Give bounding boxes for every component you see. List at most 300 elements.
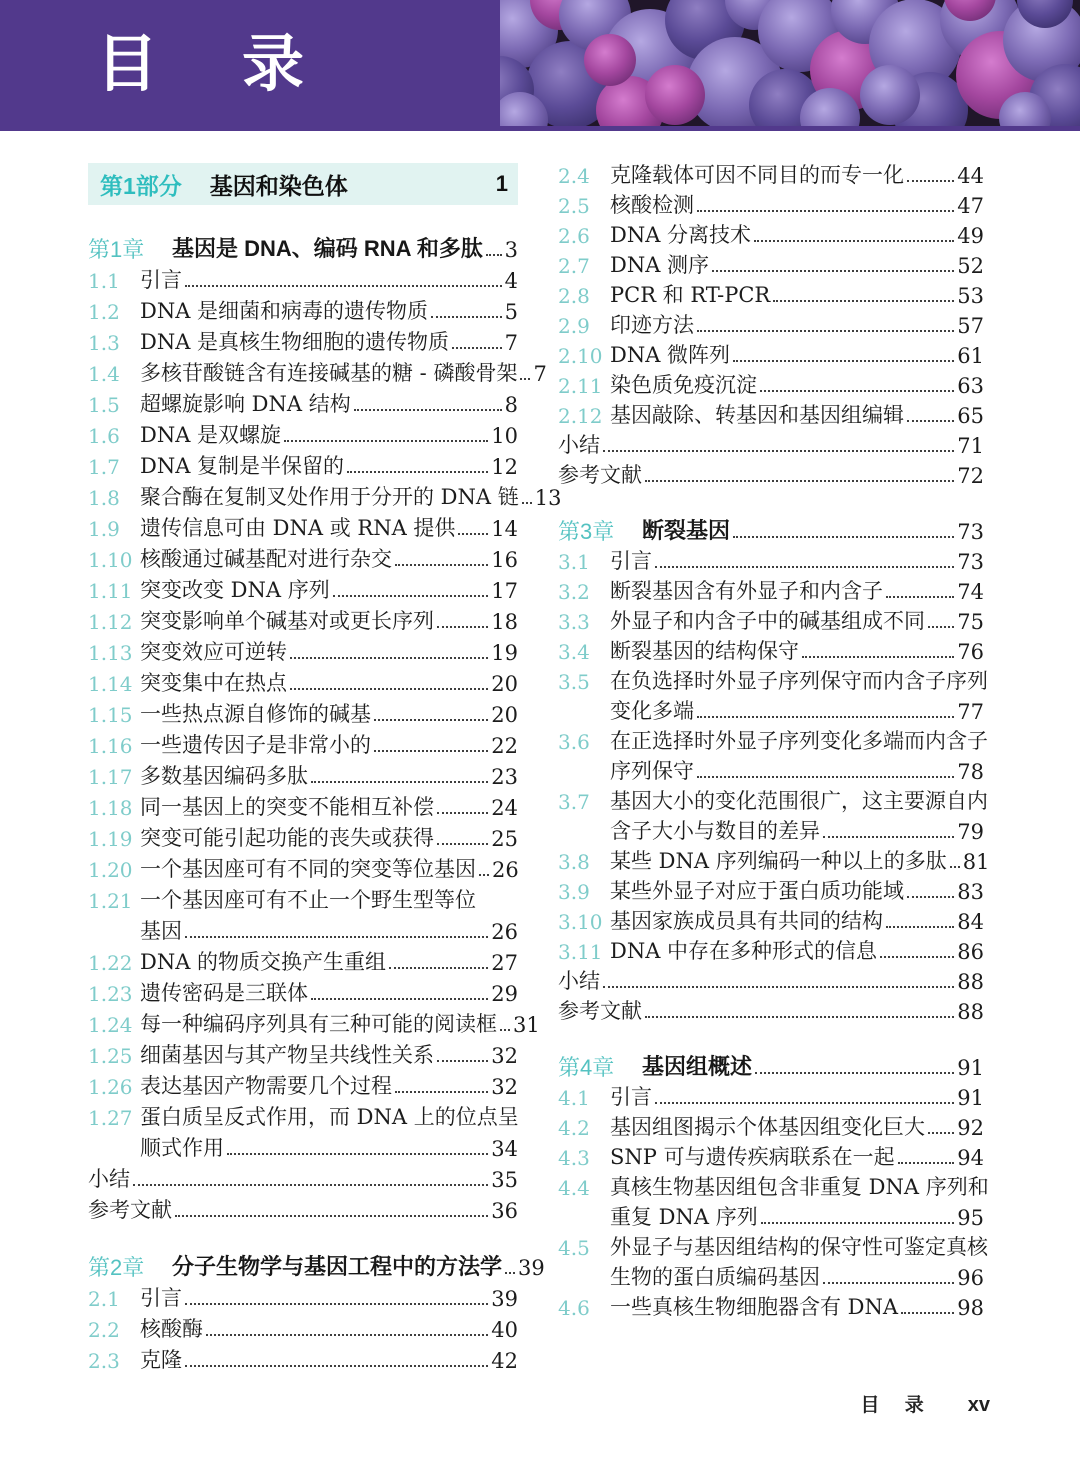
- part-header: [88, 163, 518, 205]
- dotted-leader: [333, 595, 489, 597]
- dotted-leader: [898, 1162, 955, 1164]
- entry-title: 变化多端: [610, 698, 694, 723]
- part-label: 第1部分: [100, 172, 182, 199]
- dotted-leader: [185, 1303, 488, 1305]
- dotted-leader: [823, 836, 954, 838]
- entry-page-number: 39: [491, 1286, 518, 1311]
- entry-title: 突变集中在热点: [140, 670, 287, 695]
- part-page-number: 1: [495, 171, 508, 196]
- entry-page-number: 25: [491, 826, 518, 851]
- entry-number: 1.25: [88, 1044, 133, 1068]
- entry-number: 2.7: [558, 254, 590, 278]
- toc-entry-row: [88, 696, 518, 727]
- entry-title: 某些 DNA 序列编码一种以上的多肽: [610, 848, 947, 873]
- entry-title: 多核苷酸链含有连接碱基的糖 - 磷酸骨架: [140, 360, 518, 385]
- dotted-leader: [133, 1184, 488, 1186]
- entry-page-number: 22: [491, 733, 518, 758]
- toc-entry-row: [558, 724, 988, 754]
- entry-title: 突变效应可逆转: [140, 639, 287, 664]
- entry-number: 2.3: [88, 1349, 120, 1373]
- toc-entry-row: [558, 904, 984, 934]
- dotted-leader: [907, 420, 954, 422]
- entry-page-number: 73: [957, 519, 984, 544]
- entry-title: 基因: [140, 918, 182, 943]
- entry-title: 每一种编码序列具有三种可能的阅读框: [140, 1011, 497, 1036]
- toc-entry-row: [88, 1099, 518, 1130]
- entry-number: 1.13: [88, 641, 133, 665]
- entry-number: 1.10: [88, 548, 133, 572]
- entry-title: 在正选择时外显子序列变化多端而内含子: [610, 728, 988, 753]
- toc-entry-row: [558, 308, 984, 338]
- entry-title: 基因家族成员具有共同的结构: [610, 908, 883, 933]
- dotted-leader: [458, 533, 488, 535]
- dotted-leader: [645, 1016, 954, 1018]
- entry-number: 1.17: [88, 765, 133, 789]
- entry-number: 1.19: [88, 827, 133, 851]
- toc-entry-row: [558, 158, 984, 188]
- dotted-leader: [500, 1029, 510, 1031]
- dotted-leader: [907, 180, 954, 182]
- toc-entry-row: [558, 1260, 984, 1290]
- page-footer: [860, 1390, 990, 1417]
- part-title: 基因和染色体: [209, 172, 348, 199]
- entry-number: 2.9: [558, 314, 590, 338]
- toc-entry-row: [88, 1342, 518, 1373]
- toc-column-right: [558, 158, 990, 1320]
- entry-page-number: 23: [491, 764, 518, 789]
- toc-entry-row: [88, 1249, 545, 1280]
- entry-title: 在负选择时外显子序列保守而内含子序列: [610, 668, 988, 693]
- dotted-leader: [823, 1282, 954, 1284]
- entry-title: 参考文献: [88, 1197, 172, 1222]
- entry-title: 序列保守: [610, 758, 694, 783]
- entry-title: DNA 测序: [610, 252, 710, 277]
- toc-entry-row: [558, 458, 984, 488]
- dotted-leader: [505, 1272, 515, 1274]
- entry-title: 一个基因座可有不同的突变等位基因: [140, 856, 476, 881]
- entry-number: 3.4: [558, 640, 590, 664]
- dotted-leader: [290, 688, 488, 690]
- entry-title: 印迹方法: [610, 312, 694, 337]
- entry-number: 4.6: [558, 1296, 590, 1320]
- entry-title: 含子大小与数目的差异: [610, 818, 820, 843]
- toc-entry-row: [88, 944, 518, 975]
- entry-number: 1.15: [88, 703, 133, 727]
- dotted-leader: [185, 1365, 488, 1367]
- toc-entry-row: [558, 218, 984, 248]
- entry-page-number: 13: [534, 485, 562, 510]
- entry-number: 第1章: [88, 236, 145, 262]
- toc-entry-row: [558, 574, 984, 604]
- dotted-leader: [185, 936, 488, 938]
- entry-page-number: 84: [957, 909, 984, 934]
- entry-page-number: 65: [957, 403, 984, 428]
- dotted-leader: [522, 502, 532, 504]
- toc-entry-row: [558, 604, 984, 634]
- toc-entry-row: [88, 634, 518, 665]
- toc-entry-row: [88, 1006, 540, 1037]
- entry-number: 3.1: [558, 550, 590, 574]
- entry-page-number: 5: [504, 299, 518, 324]
- dotted-leader: [290, 657, 488, 659]
- entry-title: 外显子与基因组结构的保守性可鉴定真核: [610, 1234, 988, 1259]
- entry-title: 真核生物基因组包含非重复 DNA 序列和: [610, 1174, 989, 1199]
- entry-title: 某些外显子对应于蛋白质功能域: [610, 878, 904, 903]
- entry-page-number: 32: [491, 1043, 518, 1068]
- entry-title: 聚合酶在复制叉处作用于分开的 DNA 链: [140, 484, 519, 509]
- toc-entry-row: [88, 1068, 518, 1099]
- entry-page-number: 53: [957, 283, 984, 308]
- toc-entry-row: [88, 882, 518, 913]
- entry-page-number: 14: [491, 516, 518, 541]
- entry-title: DNA 微阵列: [610, 342, 731, 367]
- dotted-leader: [284, 440, 488, 442]
- dotted-leader: [697, 210, 954, 212]
- entry-page-number: 32: [491, 1074, 518, 1099]
- dotted-leader: [437, 626, 488, 628]
- entry-page-number: 73: [957, 549, 984, 574]
- entry-number: 1.18: [88, 796, 133, 820]
- toc-entry-row: [88, 1037, 518, 1068]
- dotted-leader: [227, 1153, 488, 1155]
- entry-number: 1.5: [88, 393, 120, 417]
- entry-number: 3.9: [558, 880, 590, 904]
- toc-entry-row: [88, 1192, 518, 1223]
- entry-title: 基因组概述: [642, 1053, 753, 1079]
- dotted-leader: [928, 1132, 954, 1134]
- entry-page-number: 24: [491, 795, 518, 820]
- dotted-leader: [347, 471, 488, 473]
- entry-page-number: 35: [491, 1167, 518, 1192]
- entry-title: 同一基因上的突变不能相互补偿: [140, 794, 434, 819]
- entry-page-number: 47: [957, 193, 984, 218]
- entry-page-number: 92: [957, 1115, 984, 1140]
- toc-entry-row: [558, 1230, 988, 1260]
- toc-entry-row: [558, 1290, 984, 1320]
- dotted-leader: [395, 564, 488, 566]
- entry-title: DNA 分离技术: [610, 222, 752, 247]
- entry-title: 一个基因座可有不止一个野生型等位: [140, 887, 476, 912]
- dotted-leader: [479, 874, 489, 876]
- entry-page-number: 81: [962, 849, 990, 874]
- entry-title: 外显子和内含子中的碱基组成不同: [610, 608, 925, 633]
- entry-page-number: 17: [491, 578, 518, 603]
- dotted-leader: [755, 1072, 954, 1074]
- entry-page-number: 96: [957, 1265, 984, 1290]
- toc-entry-row: [558, 1140, 984, 1170]
- entry-number: 3.3: [558, 610, 590, 634]
- entry-page-number: 42: [491, 1348, 518, 1373]
- entry-page-number: 36: [491, 1198, 518, 1223]
- dotted-leader: [431, 316, 502, 318]
- entry-number: 1.12: [88, 610, 133, 634]
- entry-title: 引言: [140, 1285, 182, 1310]
- entry-number: 2.11: [558, 374, 603, 398]
- toc-entry-row: [558, 338, 984, 368]
- dotted-leader: [437, 1060, 488, 1062]
- entry-title: 基因组图揭示个体基因组变化巨大: [610, 1114, 925, 1139]
- entry-number: 3.10: [558, 910, 603, 934]
- toc-entry-row: [558, 874, 984, 904]
- entry-number: 1.16: [88, 734, 133, 758]
- dotted-leader: [733, 360, 954, 362]
- toc-entry-row: [88, 417, 518, 448]
- toc-entry-row: [88, 913, 518, 944]
- toc-entry-row: [88, 293, 518, 324]
- entry-page-number: 94: [957, 1145, 984, 1170]
- entry-title: 突变可能引起功能的丧失或获得: [140, 825, 434, 850]
- dotted-leader: [697, 716, 954, 718]
- entry-page-number: 16: [491, 547, 518, 572]
- entry-title: 断裂基因: [642, 517, 731, 543]
- entry-page-number: 20: [491, 671, 518, 696]
- toc-entry-row: [88, 820, 518, 851]
- entry-page-number: 27: [491, 950, 518, 975]
- entry-page-number: 57: [957, 313, 984, 338]
- entry-number: 1.9: [88, 517, 120, 541]
- entry-page-number: 77: [957, 699, 984, 724]
- entry-title: 核酸通过碱基配对进行杂交: [140, 546, 392, 571]
- toc-column-left: [88, 163, 562, 1373]
- entry-number: 2.2: [88, 1318, 120, 1342]
- toc-entry-row: [88, 851, 518, 882]
- toc-entry-row: [88, 1161, 518, 1192]
- entry-title: 小结: [88, 1166, 130, 1191]
- dotted-leader: [950, 866, 960, 868]
- entry-number: 2.10: [558, 344, 603, 368]
- entry-title: DNA 中存在多种形式的信息: [610, 938, 878, 963]
- entry-title: 生物的蛋白质编码基因: [610, 1264, 820, 1289]
- entry-title: 重复 DNA 序列: [610, 1204, 758, 1229]
- entry-title: SNP 可与遗传疾病联系在一起: [610, 1144, 895, 1169]
- page-title: 目录: [96, 30, 389, 99]
- toc-entry-row: [88, 448, 518, 479]
- dotted-leader: [175, 1215, 488, 1217]
- entry-number: 2.6: [558, 224, 590, 248]
- entry-title: 参考文献: [558, 462, 642, 487]
- entry-page-number: 7: [533, 361, 547, 386]
- dotted-leader: [603, 450, 954, 452]
- entry-number: 1.8: [88, 486, 120, 510]
- toc-entry-row: [558, 694, 984, 724]
- entry-page-number: 20: [491, 702, 518, 727]
- entry-page-number: 86: [957, 939, 984, 964]
- entry-number: 1.20: [88, 858, 133, 882]
- entry-number: 3.8: [558, 850, 590, 874]
- dotted-leader: [760, 390, 954, 392]
- toc-entry-row: [88, 355, 547, 386]
- dotted-leader: [886, 596, 954, 598]
- toc-entry-row: [88, 665, 518, 696]
- entry-page-number: 19: [491, 640, 518, 665]
- toc-entry-row: [88, 603, 518, 634]
- entry-number: 4.2: [558, 1116, 590, 1140]
- entry-page-number: 78: [957, 759, 984, 784]
- entry-number: 3.11: [558, 940, 603, 964]
- entry-number: 3.5: [558, 670, 590, 694]
- toc-entry-row: [558, 754, 984, 784]
- toc-entry-row: [88, 231, 518, 262]
- entry-number: 1.14: [88, 672, 133, 696]
- toc-entry-row: [558, 248, 984, 278]
- entry-title: 引言: [140, 267, 182, 292]
- entry-page-number: 26: [491, 919, 518, 944]
- toc-entry-row: [88, 1311, 518, 1342]
- footer-page-number: xv: [967, 1394, 990, 1416]
- entry-title: 分子生物学与基因工程中的方法学: [172, 1253, 503, 1279]
- entry-page-number: 91: [957, 1055, 984, 1080]
- entry-number: 2.4: [558, 164, 590, 188]
- entry-number: 3.6: [558, 730, 590, 754]
- dotted-leader: [437, 812, 488, 814]
- dotted-leader: [802, 656, 954, 658]
- dotted-leader: [697, 330, 954, 332]
- dotted-leader: [374, 750, 488, 752]
- toc-entry-row: [558, 544, 984, 574]
- dotted-leader: [395, 1091, 488, 1093]
- entry-number: 1.23: [88, 982, 133, 1006]
- dotted-leader: [754, 240, 954, 242]
- entry-page-number: 8: [504, 392, 518, 417]
- toc-entry-row: [558, 1200, 984, 1230]
- entry-page-number: 61: [957, 343, 984, 368]
- purple-cells-photo: [500, 0, 1080, 126]
- dotted-leader: [645, 480, 954, 482]
- dotted-leader: [354, 409, 502, 411]
- toc-entry-row: [88, 541, 518, 572]
- entry-page-number: 3: [504, 237, 518, 262]
- toc-entry-row: [558, 514, 984, 544]
- entry-title: 一些遗传因子是非常小的: [140, 732, 371, 757]
- entry-page-number: 63: [957, 373, 984, 398]
- toc-entry-row: [558, 428, 984, 458]
- toc-entry-row: [88, 262, 518, 293]
- entry-title: 超螺旋影响 DNA 结构: [140, 391, 351, 416]
- entry-number: 1.11: [88, 579, 133, 603]
- entry-page-number: 95: [957, 1205, 984, 1230]
- toc-entry-row: [558, 188, 984, 218]
- toc-entry-row: [558, 1110, 984, 1140]
- entry-page-number: 31: [513, 1012, 540, 1037]
- toc-entry-row: [558, 1050, 984, 1080]
- entry-page-number: 88: [957, 969, 984, 994]
- toc-entry-row: [88, 510, 518, 541]
- dotted-leader: [697, 776, 954, 778]
- dotted-leader: [907, 896, 954, 898]
- dotted-leader: [206, 1334, 488, 1336]
- toc-entry-row: [558, 398, 984, 428]
- entry-number: 1.21: [88, 889, 133, 913]
- toc-entry-row: [558, 664, 988, 694]
- entry-page-number: 18: [491, 609, 518, 634]
- entry-page-number: 72: [957, 463, 984, 488]
- entry-number: 第2章: [88, 1254, 145, 1280]
- toc-entry-row: [558, 844, 990, 874]
- entry-title: 引言: [610, 1084, 652, 1109]
- dotted-leader: [880, 956, 954, 958]
- entry-title: DNA 复制是半保留的: [140, 453, 345, 478]
- toc-entry-row: [558, 814, 984, 844]
- toc-entry-row: [88, 975, 518, 1006]
- entry-title: 基因敲除、转基因和基因组编辑: [610, 402, 904, 427]
- entry-title: 基因是 DNA、编码 RNA 和多肽: [172, 235, 483, 261]
- entry-page-number: 7: [504, 330, 518, 355]
- footer-section-label: 目 录: [860, 1395, 934, 1416]
- entry-page-number: 4: [504, 268, 518, 293]
- entry-title: 核酸检测: [610, 192, 694, 217]
- header-banner: [0, 0, 1080, 131]
- entry-number: 1.24: [88, 1013, 133, 1037]
- dotted-leader: [389, 967, 488, 969]
- entry-page-number: 75: [957, 609, 984, 634]
- entry-title: 染色质免疫沉淀: [610, 372, 757, 397]
- toc-entry-row: [88, 1280, 518, 1311]
- dotted-leader: [886, 926, 954, 928]
- entry-page-number: 71: [957, 433, 984, 458]
- entry-title: 一些热点源自修饰的碱基: [140, 701, 371, 726]
- toc-entry-row: [88, 479, 562, 510]
- toc-entry-row: [558, 994, 984, 1024]
- entry-number: 4.4: [558, 1176, 590, 1200]
- toc-entry-row: [558, 784, 988, 814]
- entry-title: 基因大小的变化范围很广，这主要源自内: [610, 788, 988, 813]
- entry-title: 小结: [558, 432, 600, 457]
- entry-number: 1.2: [88, 300, 120, 324]
- entry-title: 克隆: [140, 1347, 182, 1372]
- entry-number: 2.1: [88, 1287, 120, 1311]
- entry-number: 1.3: [88, 331, 120, 355]
- entry-title: 断裂基因的结构保守: [610, 638, 799, 663]
- dotted-leader: [311, 998, 488, 1000]
- entry-page-number: 39: [518, 1255, 545, 1280]
- entry-number: 1.7: [88, 455, 120, 479]
- entry-number: 2.12: [558, 404, 603, 428]
- dotted-leader: [486, 254, 502, 256]
- dotted-leader: [773, 300, 954, 302]
- entry-title: 表达基因产物需要几个过程: [140, 1073, 392, 1098]
- entry-title: 小结: [558, 968, 600, 993]
- entry-page-number: 83: [957, 879, 984, 904]
- entry-title: 细菌基因与其产物呈共线性关系: [140, 1042, 434, 1067]
- toc-entry-row: [88, 386, 518, 417]
- entry-page-number: 98: [957, 1295, 984, 1320]
- entry-page-number: 76: [957, 639, 984, 664]
- entry-page-number: 10: [491, 423, 518, 448]
- entry-number: 1.6: [88, 424, 120, 448]
- entry-page-number: 79: [957, 819, 984, 844]
- entry-page-number: 26: [492, 857, 519, 882]
- entry-page-number: 91: [957, 1085, 984, 1110]
- toc-entry-row: [558, 368, 984, 398]
- entry-page-number: 74: [957, 579, 984, 604]
- entry-title: DNA 是双螺旋: [140, 422, 282, 447]
- toc-entry-row: [88, 324, 518, 355]
- dotted-leader: [733, 536, 954, 538]
- dotted-leader: [712, 270, 954, 272]
- entry-title: 引言: [610, 548, 652, 573]
- entry-number: 1.27: [88, 1106, 133, 1130]
- dotted-leader: [374, 719, 488, 721]
- entry-page-number: 29: [491, 981, 518, 1006]
- entry-number: 第3章: [558, 518, 615, 544]
- toc-entry-row: [558, 1080, 984, 1110]
- toc-entry-row: [88, 758, 518, 789]
- dotted-leader: [185, 285, 502, 287]
- toc-entry-row: [558, 278, 984, 308]
- entry-title: 蛋白质呈反式作用，而 DNA 上的位点呈: [140, 1104, 519, 1129]
- entry-number: 2.5: [558, 194, 590, 218]
- entry-title: DNA 的物质交换产生重组: [140, 949, 387, 974]
